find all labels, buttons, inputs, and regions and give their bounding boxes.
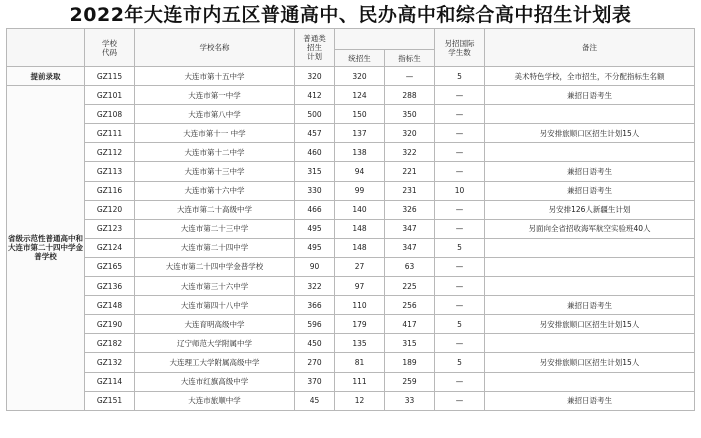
quota-cell: 63	[385, 257, 435, 276]
unified-cell: 135	[335, 334, 385, 353]
intl-cell: —	[435, 372, 485, 391]
intl-cell: —	[435, 162, 485, 181]
unified-cell: 148	[335, 238, 385, 257]
plan-cell: 412	[295, 86, 335, 105]
header-remark: 备注	[485, 29, 695, 67]
quota-cell: 315	[385, 334, 435, 353]
table-row	[7, 353, 695, 372]
unified-cell: 12	[335, 391, 385, 410]
school-name-cell: 大连市旅顺中学	[135, 391, 295, 410]
quota-cell: 417	[385, 315, 435, 334]
unified-cell: 94	[335, 162, 385, 181]
table-row	[7, 334, 695, 353]
intl-cell: 5	[435, 67, 485, 86]
intl-cell: —	[435, 124, 485, 143]
school-code-cell: GZ151	[85, 391, 135, 410]
plan-cell: 270	[295, 353, 335, 372]
school-name-cell: 大连市第一中学	[135, 86, 295, 105]
table-row	[7, 143, 695, 162]
school-name-cell: 大连市第三十六中学	[135, 277, 295, 296]
table-row	[7, 181, 695, 200]
school-name-cell: 大连市第四十八中学	[135, 296, 295, 315]
intl-cell: —	[435, 277, 485, 296]
school-code-cell: GZ165	[85, 257, 135, 276]
header-category	[7, 29, 85, 67]
school-name-cell: 大连市第十六中学	[135, 181, 295, 200]
intl-cell: —	[435, 334, 485, 353]
intl-cell: —	[435, 257, 485, 276]
school-name-cell: 大连市第八中学	[135, 105, 295, 124]
intl-cell: —	[435, 143, 485, 162]
school-code-cell: GZ190	[85, 315, 135, 334]
table-row	[7, 277, 695, 296]
quota-cell: 33	[385, 391, 435, 410]
plan-cell: 330	[295, 181, 335, 200]
quota-cell: 256	[385, 296, 435, 315]
table-row	[7, 296, 695, 315]
remark-cell: 另安排旅顺口区招生计划15人	[485, 124, 695, 143]
quota-cell: 189	[385, 353, 435, 372]
school-code-cell: GZ132	[85, 353, 135, 372]
category-provincial-demo-schools: 省级示范性普通高中和大连市第二十四中学金普学校	[7, 86, 85, 411]
school-code-cell: GZ120	[85, 200, 135, 219]
category-early-admission: 提前录取	[7, 67, 85, 86]
header-plan-breakdown	[335, 29, 435, 50]
unified-cell: 111	[335, 372, 385, 391]
plan-cell: 495	[295, 219, 335, 238]
table-row	[7, 372, 695, 391]
school-code-cell: GZ108	[85, 105, 135, 124]
header-school-code: 学校 代码	[85, 29, 135, 67]
quota-cell: —	[385, 67, 435, 86]
header-plan: 普通类 招生 计划	[295, 29, 335, 67]
plan-cell: 370	[295, 372, 335, 391]
school-name-cell: 大连市第十三中学	[135, 162, 295, 181]
table-row	[7, 238, 695, 257]
remark-cell: 另面向全省招收海军航空实验班40人	[485, 219, 695, 238]
intl-cell: 10	[435, 181, 485, 200]
header-school-name: 学校名称	[135, 29, 295, 67]
page-title: 2022年大连市内五区普通高中、民办高中和综合高中招生计划表	[69, 4, 632, 26]
remark-cell	[485, 105, 695, 124]
table-header	[7, 29, 695, 67]
school-code-cell: GZ101	[85, 86, 135, 105]
quota-cell: 320	[385, 124, 435, 143]
table-row	[7, 315, 695, 334]
header-intl-students: 另招国际 学生数	[435, 29, 485, 67]
remark-cell	[485, 257, 695, 276]
unified-cell: 97	[335, 277, 385, 296]
school-name-cell: 大连育明高级中学	[135, 315, 295, 334]
unified-cell: 148	[335, 219, 385, 238]
plan-cell: 322	[295, 277, 335, 296]
plan-cell: 315	[295, 162, 335, 181]
school-code-cell: GZ116	[85, 181, 135, 200]
unified-cell: 138	[335, 143, 385, 162]
quota-cell: 225	[385, 277, 435, 296]
plan-cell: 450	[295, 334, 335, 353]
intl-cell: —	[435, 105, 485, 124]
school-name-cell: 大连市第二十高级中学	[135, 200, 295, 219]
school-name-cell: 大连市红旗高级中学	[135, 372, 295, 391]
school-code-cell: GZ123	[85, 219, 135, 238]
unified-cell: 320	[335, 67, 385, 86]
school-name-cell: 大连市第十五中学	[135, 67, 295, 86]
school-code-cell: GZ115	[85, 67, 135, 86]
plan-cell: 366	[295, 296, 335, 315]
quota-cell: 288	[385, 86, 435, 105]
plan-cell: 460	[295, 143, 335, 162]
remark-cell: 兼招日语考生	[485, 86, 695, 105]
intl-cell: —	[435, 200, 485, 219]
remark-cell	[485, 277, 695, 296]
unified-cell: 140	[335, 200, 385, 219]
table-row	[7, 162, 695, 181]
plan-cell: 457	[295, 124, 335, 143]
school-name-cell: 辽宁师范大学附属中学	[135, 334, 295, 353]
remark-cell: 兼招日语考生	[485, 296, 695, 315]
table-row	[7, 391, 695, 410]
table-body	[7, 67, 695, 411]
school-code-cell: GZ136	[85, 277, 135, 296]
quota-cell: 326	[385, 200, 435, 219]
header-quota: 指标生	[385, 50, 435, 67]
intl-cell: —	[435, 219, 485, 238]
table-row	[7, 105, 695, 124]
remark-cell: 另安排旅顺口区招生计划15人	[485, 353, 695, 372]
school-name-cell: 大连市第十一 中学	[135, 124, 295, 143]
header-unified: 统招生	[335, 50, 385, 67]
plan-cell: 495	[295, 238, 335, 257]
intl-cell: —	[435, 391, 485, 410]
quota-cell: 221	[385, 162, 435, 181]
school-code-cell: GZ124	[85, 238, 135, 257]
plan-cell: 596	[295, 315, 335, 334]
quota-cell: 350	[385, 105, 435, 124]
intl-cell: 5	[435, 315, 485, 334]
remark-cell	[485, 334, 695, 353]
unified-cell: 99	[335, 181, 385, 200]
remark-cell: 兼招日语考生	[485, 181, 695, 200]
school-name-cell: 大连市第二十四中学	[135, 238, 295, 257]
table-row	[7, 86, 695, 105]
intl-cell: 5	[435, 353, 485, 372]
table-row	[7, 200, 695, 219]
plan-cell: 466	[295, 200, 335, 219]
enrollment-plan-table	[6, 28, 695, 411]
unified-cell: 81	[335, 353, 385, 372]
unified-cell: 150	[335, 105, 385, 124]
table-row	[7, 67, 695, 86]
remark-cell: 美术特色学校，全市招生，不分配指标生名额	[485, 67, 695, 86]
remark-cell	[485, 238, 695, 257]
table-row	[7, 257, 695, 276]
unified-cell: 124	[335, 86, 385, 105]
remark-cell: 另安排126人新疆生计划	[485, 200, 695, 219]
school-name-cell: 大连市第二十三中学	[135, 219, 295, 238]
intl-cell: 5	[435, 238, 485, 257]
remark-cell: 兼招日语考生	[485, 391, 695, 410]
quota-cell: 322	[385, 143, 435, 162]
school-code-cell: GZ113	[85, 162, 135, 181]
unified-cell: 137	[335, 124, 385, 143]
unified-cell: 110	[335, 296, 385, 315]
plan-cell: 90	[295, 257, 335, 276]
school-name-cell: 大连市第二十四中学金普学校	[135, 257, 295, 276]
unified-cell: 27	[335, 257, 385, 276]
remark-cell	[485, 372, 695, 391]
school-code-cell: GZ112	[85, 143, 135, 162]
remark-cell	[485, 143, 695, 162]
school-code-cell: GZ114	[85, 372, 135, 391]
unified-cell: 179	[335, 315, 385, 334]
remark-cell: 兼招日语考生	[485, 162, 695, 181]
remark-cell: 另安排旅顺口区招生计划15人	[485, 315, 695, 334]
plan-cell: 45	[295, 391, 335, 410]
quota-cell: 347	[385, 219, 435, 238]
school-code-cell: GZ182	[85, 334, 135, 353]
plan-cell: 500	[295, 105, 335, 124]
intl-cell: —	[435, 296, 485, 315]
school-name-cell: 大连市第十二中学	[135, 143, 295, 162]
quota-cell: 347	[385, 238, 435, 257]
school-code-cell: GZ148	[85, 296, 135, 315]
school-code-cell: GZ111	[85, 124, 135, 143]
table-row	[7, 124, 695, 143]
quota-cell: 231	[385, 181, 435, 200]
plan-cell: 320	[295, 67, 335, 86]
table-row	[7, 219, 695, 238]
intl-cell: —	[435, 86, 485, 105]
school-name-cell: 大连理工大学附属高级中学	[135, 353, 295, 372]
quota-cell: 259	[385, 372, 435, 391]
